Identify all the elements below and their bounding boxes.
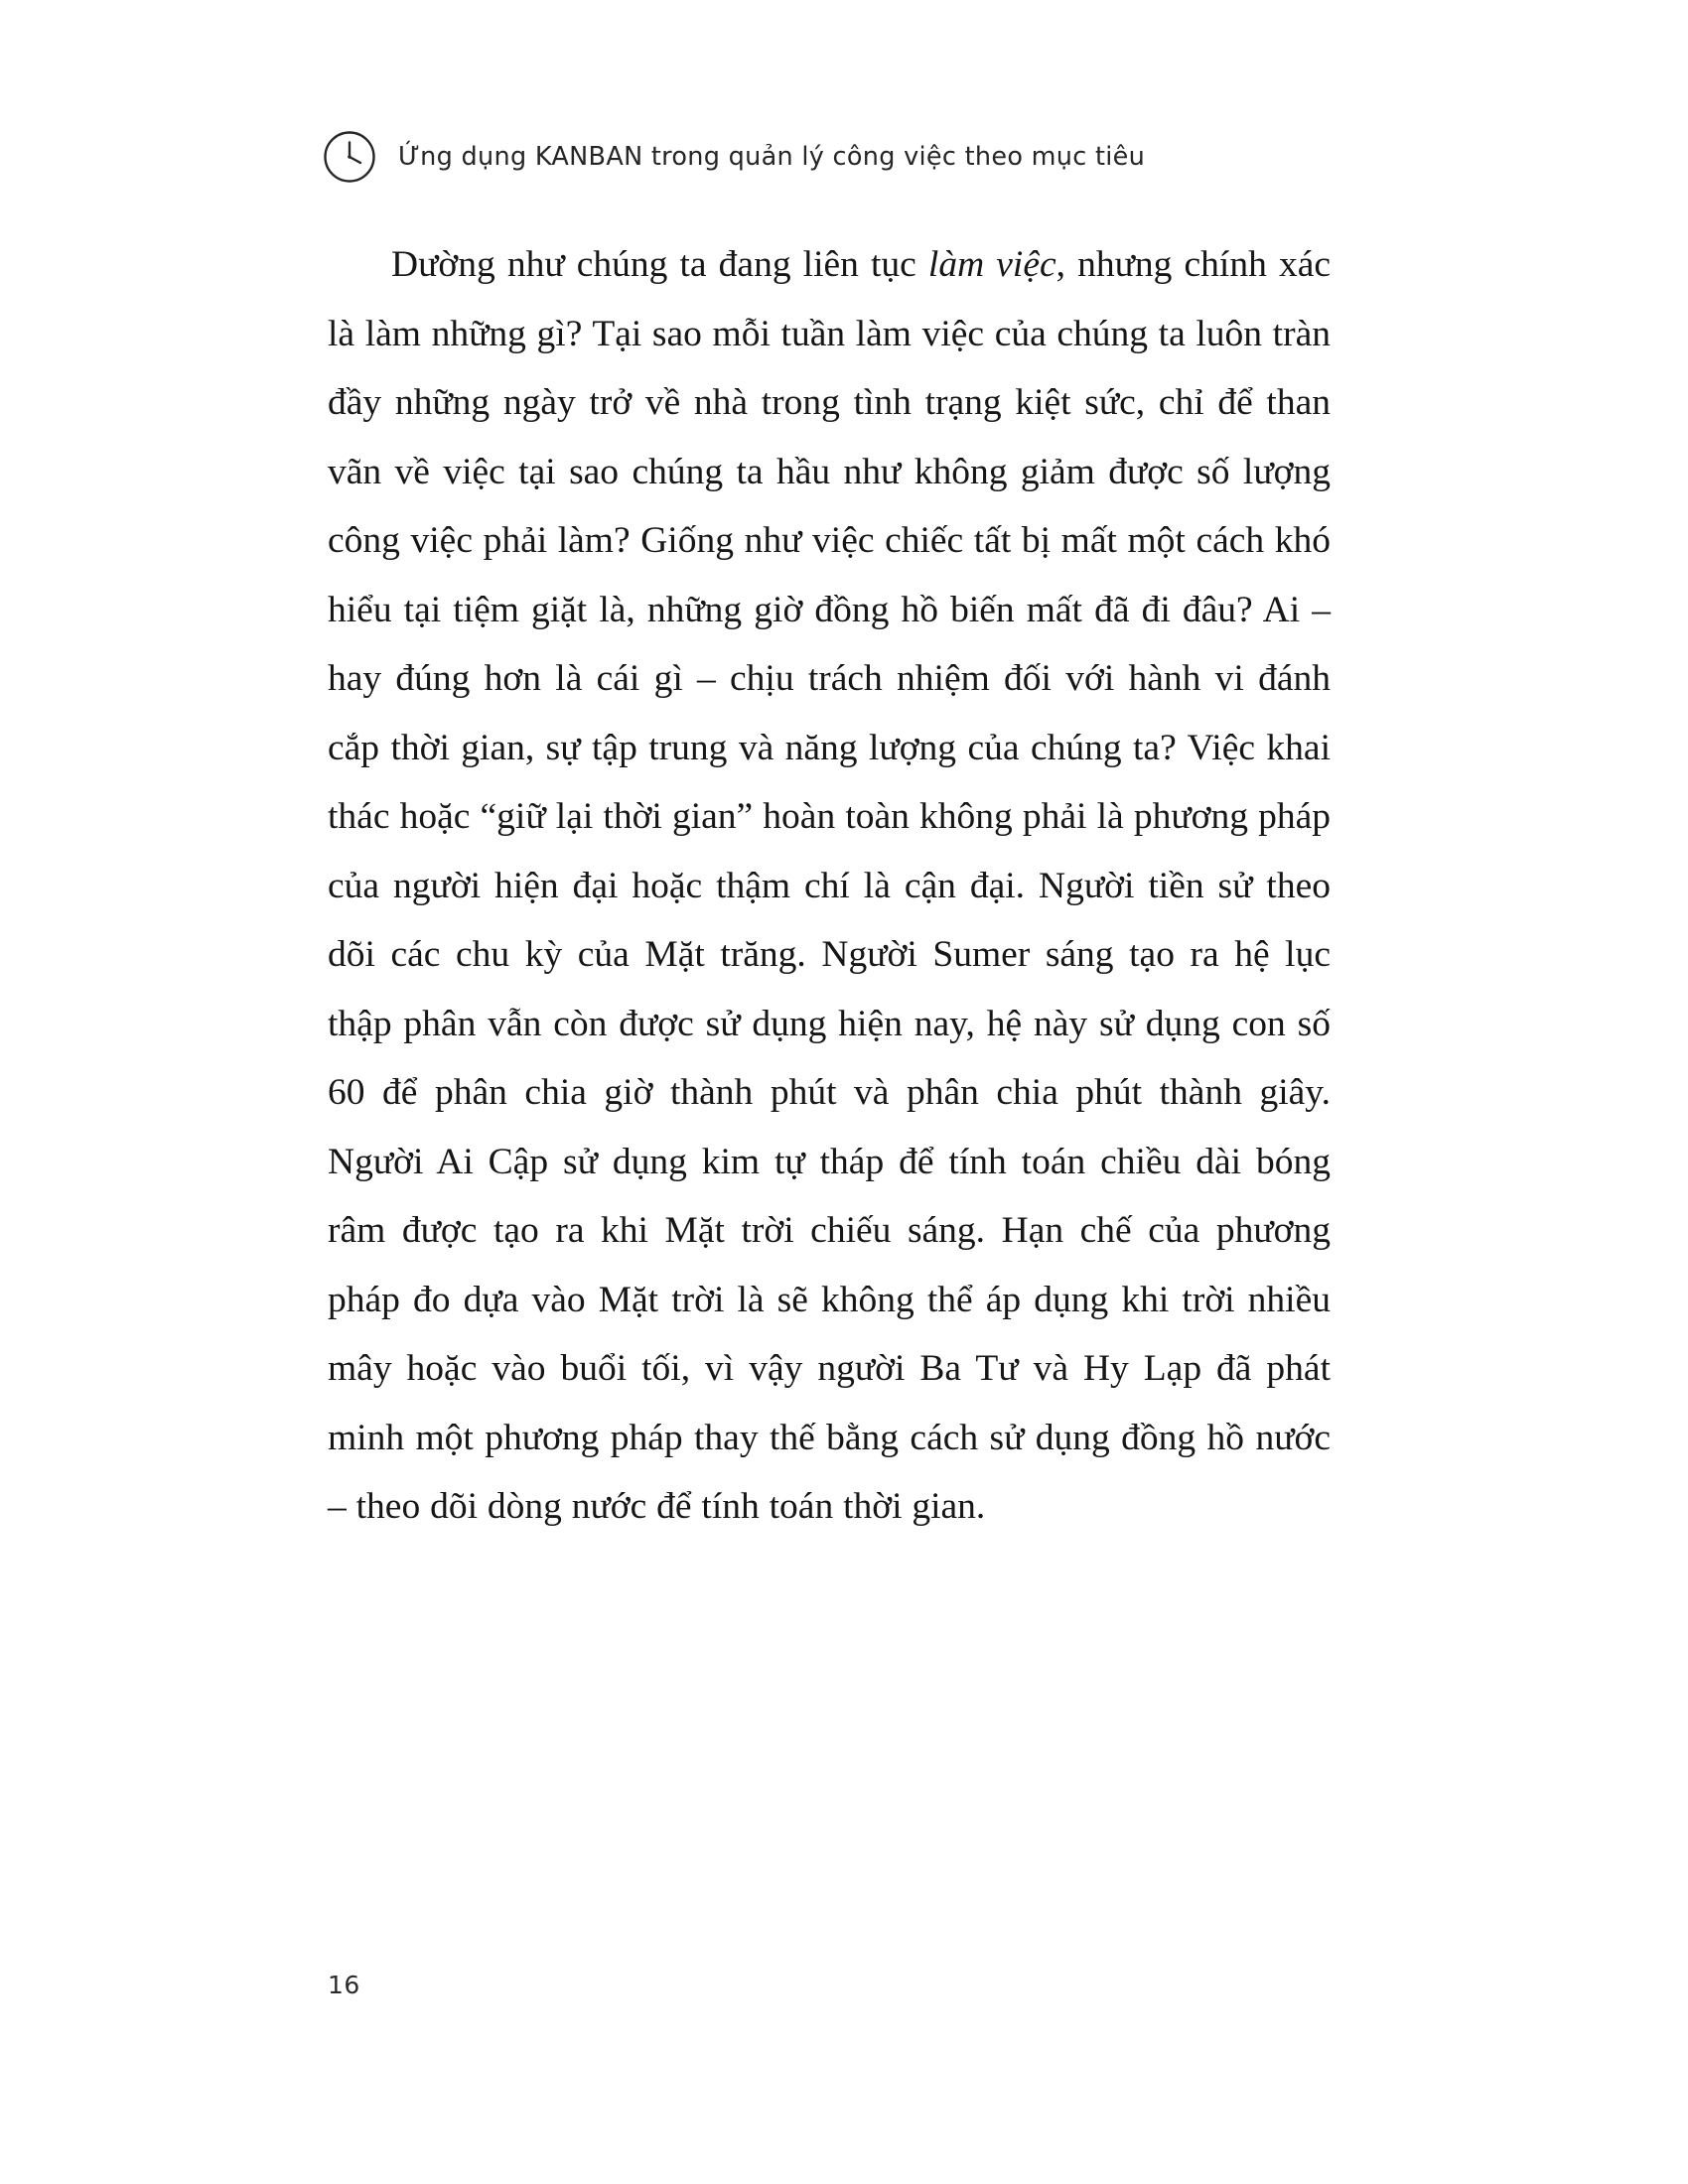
paragraph-lead: Dường như chúng ta đang liên tục (391, 244, 928, 285)
running-header (323, 117, 1375, 197)
clock-icon (323, 130, 376, 184)
header-title: Ứng dụng KANBAN trong quản lý công việc theo mục tiêu (398, 142, 1146, 172)
page-number: 16 (328, 1971, 360, 1999)
paragraph-1 (328, 230, 1331, 1542)
body-text (328, 230, 1331, 1542)
paragraph-emphasis: làm việc (927, 244, 1056, 285)
paragraph-rest: , nhưng chính xác là làm những gì? Tại sao mỗi tuần làm việc của chúng ta luôn tràn đầy những ngày trở về nhà trong tình trạng kiệt sức, chỉ để than vãn về việc tại sao chúng ta hầu như không giảm được số lượng công việc phải làm? Giống như việc chiếc tất bị mất một cách khó hiểu tại tiệm giặt là, những giờ đồng hồ biến mất đã đi đâu? Ai – hay đúng hơn là cái gì – chịu trách nhiệm đối với hành vi đánh cắp thời gian, sự tập trung và năng lượng của chúng ta? Việc khai thác hoặc “giữ lại thời gian” hoàn toàn không phải là phương pháp của người hiện đại hoặc thậm chí là cận đại. Người tiền sử theo dõi các chu kỳ của Mặt trăng. Người Sumer sáng tạo ra hệ lục thập phân vẫn còn được sử dụng hiện nay, hệ này sử dụng con số 60 để phân chia giờ thành phút và phân chia phút thành giây. Người Ai Cập sử dụng kim tự tháp để tính toán chiều dài bóng râm được tạo ra khi Mặt trời chiếu sáng. Hạn chế của phương pháp đo dựa vào Mặt trời là sẽ không thể áp dụng khi trời nhiều mây hoặc vào buổi tối, vì vậy người Ba Tư và Hy Lạp đã phát minh một phương pháp thay thế bằng cách sử dụng đồng hồ nước – theo dõi dòng nước để tính toán thời gian. (328, 244, 1331, 1527)
